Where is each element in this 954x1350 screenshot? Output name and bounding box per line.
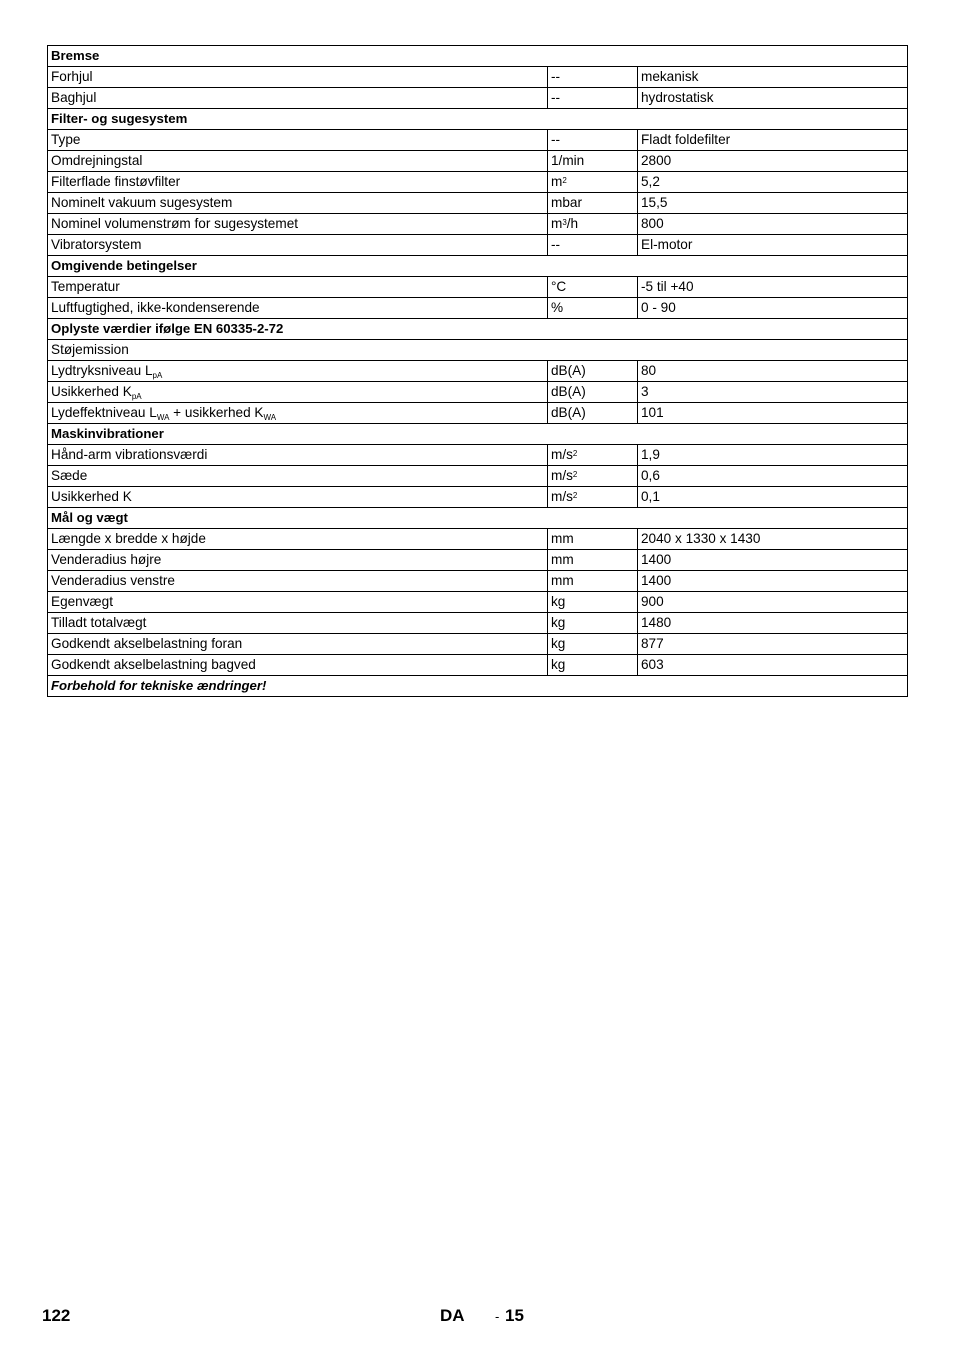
spec-label: Sæde xyxy=(48,466,548,487)
spec-value: 2040 x 1330 x 1430 xyxy=(638,529,908,550)
spec-label: Venderadius højre xyxy=(48,550,548,571)
section-header-row xyxy=(48,424,908,445)
table-row xyxy=(48,445,908,466)
spec-label: Filterflade finstøvfilter xyxy=(48,172,548,193)
spec-value: 1480 xyxy=(638,613,908,634)
section-header-row xyxy=(48,109,908,130)
table-row xyxy=(48,529,908,550)
spec-unit: mbar xyxy=(548,193,638,214)
spec-unit: 1/min xyxy=(548,151,638,172)
technical-data-table xyxy=(47,45,908,697)
spec-unit: mm xyxy=(548,529,638,550)
spec-unit: dB(A) xyxy=(548,403,638,424)
note-row xyxy=(48,676,908,697)
table-row xyxy=(48,571,908,592)
spec-unit: mm xyxy=(548,550,638,571)
spec-unit: $m^2$ xyxy=(548,172,638,193)
section-title: Mål og vægt xyxy=(48,508,908,529)
spec-label: Temperatur xyxy=(48,277,548,298)
table-row xyxy=(48,403,908,424)
spec-value: 900 xyxy=(638,592,908,613)
spec-unit: kg xyxy=(548,613,638,634)
section-title: Oplyste værdier ifølge EN 60335-2-72 xyxy=(48,319,908,340)
section-title: Filter- og sugesystem xyxy=(48,109,908,130)
section-header-row xyxy=(48,508,908,529)
spec-label: Nominelt vakuum sugesystem xyxy=(48,193,548,214)
spec-value: 877 xyxy=(638,634,908,655)
spec-value: 603 xyxy=(638,655,908,676)
table-row xyxy=(48,592,908,613)
spec-unit: -- xyxy=(548,88,638,109)
spec-unit: -- xyxy=(548,130,638,151)
spec-value: -5 til +40 xyxy=(638,277,908,298)
table-row xyxy=(48,655,908,676)
section-title: Bremse xyxy=(48,46,908,67)
spec-value: 1,9 xyxy=(638,445,908,466)
table-row xyxy=(48,487,908,508)
spec-value: 0,6 xyxy=(638,466,908,487)
spec-value: 3 xyxy=(638,382,908,403)
section-header-row xyxy=(48,46,908,67)
spec-unit: $m/s^2$ xyxy=(548,487,638,508)
spec-value: 0,1 xyxy=(638,487,908,508)
section-page-number: 15 xyxy=(505,1306,524,1325)
spec-label: Nominel volumenstrøm for sugesystemet xyxy=(48,214,548,235)
spec-label: Godkendt akselbelastning bagved xyxy=(48,655,548,676)
spec-unit: dB(A) xyxy=(548,382,638,403)
spec-label: Usikkerhed $K_{pA}$ xyxy=(48,382,548,403)
table-row xyxy=(48,550,908,571)
table-row xyxy=(48,277,908,298)
spec-unit: mm xyxy=(548,571,638,592)
spec-label: Venderadius venstre xyxy=(48,571,548,592)
table-row xyxy=(48,382,908,403)
spec-label: Lydeffektniveau $L_{WA}$ + usikkerhed $K_{WA}$ xyxy=(48,403,548,424)
table-row xyxy=(48,193,908,214)
table-row xyxy=(48,340,908,361)
section-header-row xyxy=(48,256,908,277)
table-row xyxy=(48,67,908,88)
spec-label: Støjemission xyxy=(48,340,908,361)
spec-value: 5,2 xyxy=(638,172,908,193)
table-row xyxy=(48,214,908,235)
spec-value: 80 xyxy=(638,361,908,382)
spec-value: mekanisk xyxy=(638,67,908,88)
spec-unit: kg xyxy=(548,592,638,613)
spec-label: Hånd-arm vibrationsværdi xyxy=(48,445,548,466)
spec-unit: % xyxy=(548,298,638,319)
spec-unit: -- xyxy=(548,67,638,88)
section-header-row xyxy=(48,319,908,340)
table-row xyxy=(48,172,908,193)
spec-label: Lydtryksniveau $L_{pA}$ xyxy=(48,361,548,382)
spec-unit: -- xyxy=(548,235,638,256)
table-row xyxy=(48,88,908,109)
spec-value: 800 xyxy=(638,214,908,235)
spec-label: Type xyxy=(48,130,548,151)
spec-label: Vibratorsystem xyxy=(48,235,548,256)
table-row xyxy=(48,361,908,382)
spec-unit: $m^3/h$ xyxy=(548,214,638,235)
spec-value: 1400 xyxy=(638,571,908,592)
spec-unit: kg xyxy=(548,634,638,655)
spec-label: Luftfugtighed, ikke-kondenserende xyxy=(48,298,548,319)
spec-label: Forhjul xyxy=(48,67,548,88)
spec-value: El-motor xyxy=(638,235,908,256)
spec-value: Fladt foldefilter xyxy=(638,130,908,151)
table-row xyxy=(48,466,908,487)
spec-unit: dB(A) xyxy=(548,361,638,382)
spec-value: 2800 xyxy=(638,151,908,172)
spec-label: Tilladt totalvægt xyxy=(48,613,548,634)
section-title: Maskinvibrationer xyxy=(48,424,908,445)
table-row xyxy=(48,235,908,256)
spec-unit: $m/s^2$ xyxy=(548,445,638,466)
spec-unit: kg xyxy=(548,655,638,676)
section-title: Omgivende betingelser xyxy=(48,256,908,277)
spec-unit: °C xyxy=(548,277,638,298)
spec-label: Længde x bredde x højde xyxy=(48,529,548,550)
spec-value: 101 xyxy=(638,403,908,424)
page-number: 122 xyxy=(42,1306,71,1325)
spec-label: Usikkerhed K xyxy=(48,487,548,508)
spec-unit: $m/s^2$ xyxy=(548,466,638,487)
table-row xyxy=(48,151,908,172)
spec-label: Godkendt akselbelastning foran xyxy=(48,634,548,655)
spec-label: Baghjul xyxy=(48,88,548,109)
table-row xyxy=(48,298,908,319)
table-row xyxy=(48,130,908,151)
table-row xyxy=(48,613,908,634)
spec-value: 1400 xyxy=(638,550,908,571)
spec-value: hydrostatisk xyxy=(638,88,908,109)
spec-value: 15,5 xyxy=(638,193,908,214)
spec-table-body xyxy=(48,46,908,697)
language-code: DA xyxy=(440,1306,465,1325)
spec-label: Omdrejningstal xyxy=(48,151,548,172)
technical-changes-note: Forbehold for tekniske ændringer! xyxy=(48,676,908,697)
spec-value: 0 - 90 xyxy=(638,298,908,319)
spec-label: Egenvægt xyxy=(48,592,548,613)
table-row xyxy=(48,634,908,655)
page-separator: - xyxy=(495,1309,500,1324)
